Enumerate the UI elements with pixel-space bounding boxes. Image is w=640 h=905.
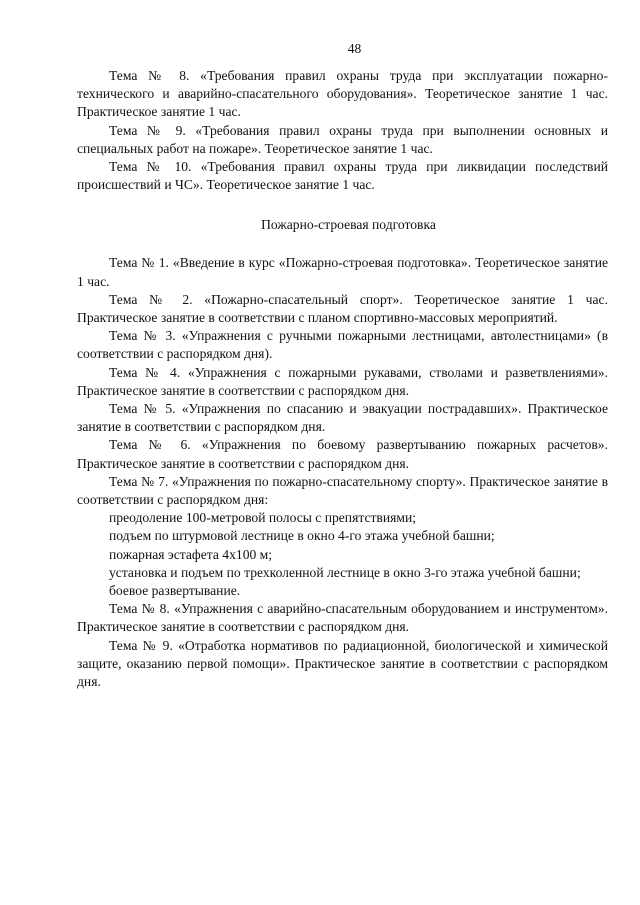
topic-paragraph: Тема № 9. «Отработка нормативов по радиационной, биологической и химической защите, оказанию первой помощи». Практическое занятие в соответствии с распорядком дня.	[77, 637, 608, 690]
topic-paragraph: Тема № 5. «Упражнения по спасанию и эвакуации пострадавших». Практическое занятие в соответствии с распорядком дня.	[77, 401, 608, 435]
topic-paragraph: Тема № 4. «Упражнения с пожарными рукавами, стволами и разветвлениями». Практическое занятие в соответствии с распорядком дня.	[77, 364, 608, 398]
labor-safety-topics	[77, 67, 608, 194]
topic-paragraph: Тема № 3. «Упражнения с ручными пожарными лестницами, автолестницами» (в соответствии с распорядком дня).	[77, 328, 608, 362]
fire-drill-topics	[77, 254, 608, 691]
exercise-item: преодоление 100-метровой полосы с препятствиями;	[109, 510, 417, 526]
topic-paragraph: Тема № 8. «Требования правил охраны труда при эксплуатации пожарно-технического и аварийно-спасательного оборудования». Теоретическое занятие 1 час. Практическое занятие 1 час.	[77, 68, 608, 120]
topic-paragraph: Тема № 1. «Введение в курс «Пожарно-строевая подготовка». Теоретическое занятие 1 час.	[77, 255, 608, 289]
topic-paragraph: Тема № 9. «Требования правил охраны труда при выполнении основных и специальных работ на пожаре». Теоретическое занятие 1 час.	[77, 122, 608, 156]
page-number: 48	[347, 41, 362, 56]
exercise-item: подъем по штурмовой лестнице в окно 4-го этажа учебной башни;	[109, 528, 495, 544]
topic-paragraph: Тема № 7. «Упражнения по пожарно-спасательному спорту». Практическое занятие в соответствии с распорядком дня:	[77, 473, 608, 508]
exercise-item: боевое развертывание.	[109, 583, 241, 599]
exercise-item: пожарная эстафета 4х100 м;	[109, 546, 273, 562]
topic-paragraph: Тема № 8. «Упражнения с аварийно-спасательным оборудованием и инструментом». Практическое занятие в соответствии с распорядком дня.	[77, 601, 608, 635]
section-title: Пожарно-строевая подготовка	[261, 217, 436, 233]
exercise-item: установка и подъем по трехколенной лестнице в окно 3-го этажа учебной башни;	[109, 564, 581, 580]
topic-paragraph: Тема № 2. «Пожарно-спасательный спорт». Теоретическое занятие 1 час. Практическое занятие в соответствии с планом спортивно-массовых мероприятий.	[77, 291, 608, 326]
topic-paragraph: Тема № 6. «Упражнения по боевому развертыванию пожарных расчетов». Практическое занятие в соответствии с распорядком дня.	[77, 437, 608, 471]
topic-paragraph: Тема № 10. «Требования правил охраны труда при ликвидации последствий происшествий и ЧС». Теоретическое занятие 1 час.	[77, 159, 608, 193]
